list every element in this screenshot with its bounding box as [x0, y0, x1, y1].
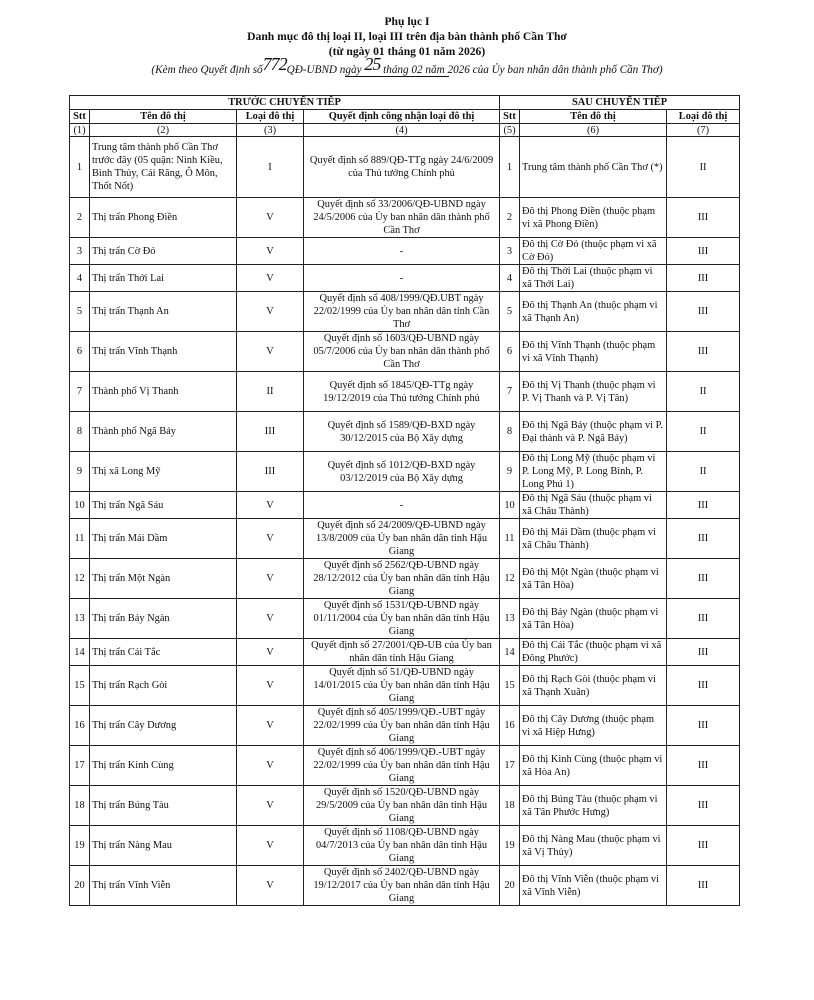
table-row	[70, 706, 740, 746]
cell-stt: 6	[70, 332, 90, 372]
cell-name: Thị trấn Bảy Ngàn	[90, 599, 237, 639]
column-header-row	[70, 110, 740, 124]
table-row	[70, 332, 740, 372]
col-index: (1)	[70, 124, 90, 137]
cell-type: III	[237, 452, 304, 492]
cell-type-after: III	[667, 519, 740, 559]
table-row	[70, 238, 740, 265]
cell-name: Thị trấn Thới Lai	[90, 265, 237, 292]
effective-date: (từ ngày 01 tháng 01 năm 2026)	[328, 45, 486, 58]
col-header-name: Tên đô thị	[90, 110, 237, 124]
cell-stt-after: 16	[500, 706, 520, 746]
cell-stt: 17	[70, 746, 90, 786]
cell-name: Thị trấn Mái Dầm	[90, 519, 237, 559]
col-header-decision: Quyết định công nhận loại đô thị	[304, 110, 500, 124]
cell-type: V	[237, 559, 304, 599]
cell-stt: 8	[70, 412, 90, 452]
cell-name-after: Đô thị Cái Tắc (thuộc phạm vi xã Đông Phước)	[520, 639, 667, 666]
cell-type-after: III	[667, 599, 740, 639]
cell-stt: 4	[70, 265, 90, 292]
cell-decision: -	[304, 238, 500, 265]
cell-type: V	[237, 492, 304, 519]
cell-type: V	[237, 706, 304, 746]
cell-stt-after: 15	[500, 666, 520, 706]
cell-stt-after: 17	[500, 746, 520, 786]
table-row	[70, 559, 740, 599]
table-row	[70, 198, 740, 238]
cell-stt-after: 19	[500, 826, 520, 866]
cell-decision: Quyết định số 1108/QĐ-UBND ngày 04/7/2013 của Ủy ban nhân dân tỉnh Hậu Giang	[304, 826, 500, 866]
table-row	[70, 826, 740, 866]
cell-name: Thị trấn Một Ngàn	[90, 559, 237, 599]
decision-number-handwritten: 772	[262, 54, 287, 74]
cell-stt: 3	[70, 238, 90, 265]
cell-type-after: II	[667, 372, 740, 412]
cell-name-after: Đô thị Vĩnh Viễn (thuộc phạm vi xã Vĩnh Viễn)	[520, 866, 667, 906]
cell-type: V	[237, 666, 304, 706]
cell-type-after: III	[667, 786, 740, 826]
cell-type-after: II	[667, 137, 740, 198]
cell-stt: 2	[70, 198, 90, 238]
cell-decision: Quyết định số 24/2009/QĐ-UBND ngày 13/8/2009 của Ủy ban nhân dân tỉnh Hậu Giang	[304, 519, 500, 559]
cell-type: I	[237, 137, 304, 198]
cell-stt-after: 8	[500, 412, 520, 452]
cell-type-after: II	[667, 452, 740, 492]
cell-stt-after: 7	[500, 372, 520, 412]
table-row	[70, 599, 740, 639]
cell-type-after: III	[667, 746, 740, 786]
cell-stt-after: 11	[500, 519, 520, 559]
cell-type-after: III	[667, 265, 740, 292]
cell-stt-after: 12	[500, 559, 520, 599]
cell-decision: -	[304, 492, 500, 519]
cell-stt: 15	[70, 666, 90, 706]
cell-name-after: Đô thị Phong Điền (thuộc phạm vi xã Phong Điền)	[520, 198, 667, 238]
table-row	[70, 866, 740, 906]
cell-name-after: Đô thị Nàng Mau (thuộc phạm vi xã Vị Thủy)	[520, 826, 667, 866]
cell-name-after: Đô thị Vị Thanh (thuộc phạm vi P. Vị Thanh và P. Vị Tân)	[520, 372, 667, 412]
cell-type-after: III	[667, 198, 740, 238]
cell-name: Thị trấn Cái Tắc	[90, 639, 237, 666]
cell-name-after: Đô thị Búng Tàu (thuộc phạm vi xã Tân Phước Hưng)	[520, 786, 667, 826]
cell-decision: Quyết định số 1531/QĐ-UBND ngày 01/11/2004 của Ủy ban nhân dân tỉnh Hậu Giang	[304, 599, 500, 639]
document-header	[0, 14, 814, 79]
cell-stt-after: 13	[500, 599, 520, 639]
cell-name-after: Trung tâm thành phố Cần Thơ (*)	[520, 137, 667, 198]
group-header-row	[70, 96, 740, 110]
cell-type-after: III	[667, 866, 740, 906]
col-index: (2)	[90, 124, 237, 137]
cell-type-after: III	[667, 292, 740, 332]
cell-stt: 11	[70, 519, 90, 559]
cell-type: V	[237, 519, 304, 559]
column-index-row	[70, 124, 740, 137]
cell-name: Thị xã Long Mỹ	[90, 452, 237, 492]
table-row	[70, 137, 740, 198]
cell-name-after: Đô thị Cây Dương (thuộc phạm vi xã Hiệp Hưng)	[520, 706, 667, 746]
table-row	[70, 666, 740, 706]
cell-decision: -	[304, 265, 500, 292]
cell-decision: Quyết định số 1589/QĐ-BXD ngày 30/12/2015 của Bộ Xây dựng	[304, 412, 500, 452]
cell-decision: Quyết định số 51/QĐ-UBND ngày 14/01/2015 của Ủy ban nhân dân tỉnh Hậu Giang	[304, 666, 500, 706]
table-body	[70, 137, 740, 906]
decision-reference-part2: QĐ-UBND ngày	[286, 64, 362, 76]
cell-name-after: Đô thị Thạnh An (thuộc phạm vi xã Thạnh An)	[520, 292, 667, 332]
cell-decision: Quyết định số 405/1999/QĐ.-UBT ngày 22/02/1999 của Ủy ban nhân dân tỉnh Hậu Giang	[304, 706, 500, 746]
cell-decision: Quyết định số 408/1999/QĐ.UBT ngày 22/02/1999 của Ủy ban nhân dân tỉnh Cần Thơ	[304, 292, 500, 332]
cell-decision: Quyết định số 1845/QĐ-TTg ngày 19/12/2019 của Thủ tướng Chính phủ	[304, 372, 500, 412]
cell-type-after: III	[667, 559, 740, 599]
cell-type: II	[237, 372, 304, 412]
cell-type: V	[237, 866, 304, 906]
cell-type: V	[237, 292, 304, 332]
cell-decision: Quyết định số 1520/QĐ-UBND ngày 29/5/2009 của Ủy ban nhân dân tỉnh Hậu Giang	[304, 786, 500, 826]
cell-decision: Quyết định số 33/2006/QĐ-UBND ngày 24/5/2006 của Ủy ban nhân dân thành phố Cần Thơ	[304, 198, 500, 238]
cell-type-after: III	[667, 826, 740, 866]
cell-name: Thị trấn Thạnh An	[90, 292, 237, 332]
cell-type: V	[237, 332, 304, 372]
table-row	[70, 746, 740, 786]
cell-stt: 14	[70, 639, 90, 666]
cell-stt-after: 3	[500, 238, 520, 265]
col-index: (5)	[500, 124, 520, 137]
cell-stt: 16	[70, 706, 90, 746]
table-row	[70, 519, 740, 559]
cell-type-after: II	[667, 412, 740, 452]
cell-stt-after: 9	[500, 452, 520, 492]
cell-type: V	[237, 826, 304, 866]
cell-stt: 7	[70, 372, 90, 412]
col-index: (4)	[304, 124, 500, 137]
cell-type: V	[237, 639, 304, 666]
list-title: Danh mục đô thị loại II, loại III trên địa bàn thành phố Cần Thơ	[247, 30, 567, 43]
cell-name: Thị trấn Búng Tàu	[90, 786, 237, 826]
cell-stt-after: 18	[500, 786, 520, 826]
cell-name: Thị trấn Ngã Sáu	[90, 492, 237, 519]
appendix-title: Phụ lục I	[384, 15, 430, 28]
cell-decision: Quyết định số 27/2001/QĐ-UB của Ủy ban nhân dân tỉnh Hậu Giang	[304, 639, 500, 666]
cell-name-after: Đô thị Bảy Ngàn (thuộc phạm vi xã Tân Hòa)	[520, 599, 667, 639]
table-row	[70, 372, 740, 412]
cell-stt-after: 14	[500, 639, 520, 666]
cell-name-after: Đô thị Ngã Bảy (thuộc phạm vi P. Đại thành và P. Ngã Bảy)	[520, 412, 667, 452]
cell-type-after: III	[667, 332, 740, 372]
cell-type-after: III	[667, 492, 740, 519]
table-row	[70, 265, 740, 292]
cell-name-after: Đô thị Mái Dầm (thuộc phạm vi xã Châu Thành)	[520, 519, 667, 559]
cell-stt-after: 2	[500, 198, 520, 238]
group-after-header: SAU CHUYỂN TIẾP	[500, 96, 740, 110]
cell-decision: Quyết định số 1603/QĐ-UBND ngày 05/7/2006 của Ủy ban nhân dân thành phố Cần Thơ	[304, 332, 500, 372]
cell-stt-after: 6	[500, 332, 520, 372]
cell-stt-after: 20	[500, 866, 520, 906]
cell-stt: 20	[70, 866, 90, 906]
col-header-type-after: Loại đô thị	[667, 110, 740, 124]
cell-type: V	[237, 599, 304, 639]
decision-reference-part1: (Kèm theo Quyết định số	[151, 64, 263, 76]
group-before-header: TRƯỚC CHUYỂN TIẾP	[70, 96, 500, 110]
cell-stt: 9	[70, 452, 90, 492]
cell-stt-after: 5	[500, 292, 520, 332]
cell-stt: 19	[70, 826, 90, 866]
col-header-stt: Stt	[70, 110, 90, 124]
col-index: (6)	[520, 124, 667, 137]
cell-name: Thị trấn Cờ Đỏ	[90, 238, 237, 265]
header-underline	[345, 76, 449, 77]
cell-decision: Quyết định số 2562/QĐ-UBND ngày 28/12/2012 của Ủy ban nhân dân tỉnh Hậu Giang	[304, 559, 500, 599]
cell-type: III	[237, 412, 304, 452]
cell-name: Thị trấn Phong Điền	[90, 198, 237, 238]
cell-type: V	[237, 265, 304, 292]
cell-name-after: Đô thị Ngã Sáu (thuộc phạm vi xã Châu Thành)	[520, 492, 667, 519]
col-header-type: Loại đô thị	[237, 110, 304, 124]
cell-decision: Quyết định số 2402/QĐ-UBND ngày 19/12/2017 của Ủy ban nhân dân tỉnh Hậu Giang	[304, 866, 500, 906]
cell-stt: 10	[70, 492, 90, 519]
cell-stt: 5	[70, 292, 90, 332]
table-row	[70, 492, 740, 519]
cell-type-after: III	[667, 238, 740, 265]
cell-stt-after: 1	[500, 137, 520, 198]
cell-name-after: Đô thị Long Mỹ (thuộc phạm vi P. Long Mỹ, P. Long Bình, P. Long Phú 1)	[520, 452, 667, 492]
cell-name: Thị trấn Nàng Mau	[90, 826, 237, 866]
cell-name: Thành phố Ngã Bảy	[90, 412, 237, 452]
decision-reference-part3: tháng 02 năm 2026 của Ủy ban nhân dân thành phố Cần Thơ)	[383, 64, 663, 76]
cell-name-after: Đô thị Thới Lai (thuộc phạm vi xã Thới Lai)	[520, 265, 667, 292]
cell-decision: Quyết định số 406/1999/QĐ.-UBT ngày 22/02/1999 của Ủy ban nhân dân tỉnh Hậu Giang	[304, 746, 500, 786]
cell-stt: 12	[70, 559, 90, 599]
cell-name: Thị trấn Rạch Gòi	[90, 666, 237, 706]
cell-stt: 1	[70, 137, 90, 198]
cell-name-after: Đô thị Cờ Đỏ (thuộc phạm vi xã Cờ Đỏ)	[520, 238, 667, 265]
cell-type: V	[237, 198, 304, 238]
cell-type-after: III	[667, 706, 740, 746]
cell-name: Thị trấn Kinh Cùng	[90, 746, 237, 786]
decision-day-handwritten: 25	[364, 54, 381, 74]
cell-name-after: Đô thị Một Ngàn (thuộc phạm vi xã Tân Hòa)	[520, 559, 667, 599]
table-row	[70, 452, 740, 492]
cell-name: Thị trấn Vĩnh Viễn	[90, 866, 237, 906]
col-index: (3)	[237, 124, 304, 137]
cell-type-after: III	[667, 639, 740, 666]
cell-name-after: Đô thị Rạch Gòi (thuộc phạm vi xã Thạnh Xuân)	[520, 666, 667, 706]
col-header-stt-after: Stt	[500, 110, 520, 124]
cell-stt: 13	[70, 599, 90, 639]
cell-decision: Quyết định số 889/QĐ-TTg ngày 24/6/2009 của Thủ tướng Chính phủ	[304, 137, 500, 198]
col-index: (7)	[667, 124, 740, 137]
urban-area-table	[69, 95, 740, 906]
table-row	[70, 639, 740, 666]
cell-name: Trung tâm thành phố Cần Thơ trước đây (05 quận: Ninh Kiều, Bình Thủy, Cái Răng, Ô Môn, Thốt Nốt)	[90, 137, 237, 198]
cell-type-after: III	[667, 666, 740, 706]
cell-name: Thị trấn Vĩnh Thạnh	[90, 332, 237, 372]
cell-decision: Quyết định số 1012/QĐ-BXD ngày 03/12/2019 của Bộ Xây dựng	[304, 452, 500, 492]
table-row	[70, 786, 740, 826]
cell-name-after: Đô thị Kinh Cùng (thuộc phạm vi xã Hòa An)	[520, 746, 667, 786]
cell-name: Thị trấn Cây Dương	[90, 706, 237, 746]
cell-name: Thành phố Vị Thanh	[90, 372, 237, 412]
table-row	[70, 412, 740, 452]
cell-stt-after: 10	[500, 492, 520, 519]
cell-stt-after: 4	[500, 265, 520, 292]
col-header-name-after: Tên đô thị	[520, 110, 667, 124]
cell-type: V	[237, 746, 304, 786]
cell-name-after: Đô thị Vĩnh Thạnh (thuộc phạm vi xã Vĩnh Thạnh)	[520, 332, 667, 372]
cell-type: V	[237, 238, 304, 265]
cell-stt: 18	[70, 786, 90, 826]
table-row	[70, 292, 740, 332]
cell-type: V	[237, 786, 304, 826]
